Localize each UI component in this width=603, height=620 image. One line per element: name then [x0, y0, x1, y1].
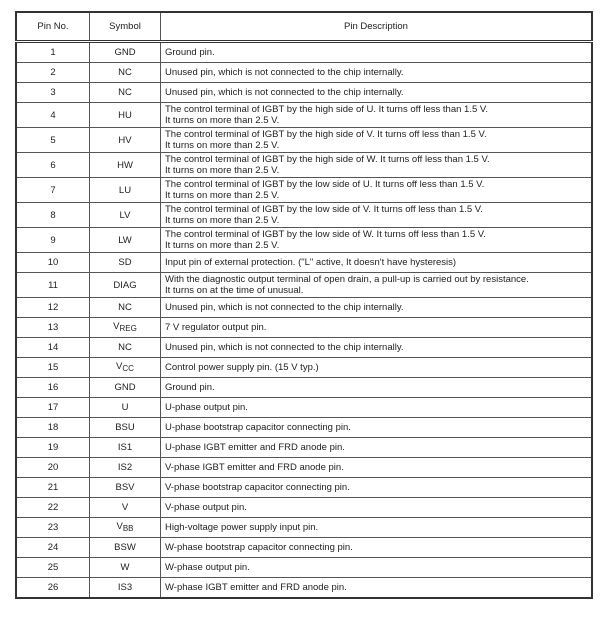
- pin-symbol: [90, 538, 161, 558]
- pin-description: [161, 273, 593, 298]
- pin-description: [161, 42, 593, 63]
- description-line-1: Unused pin, which is not connected to the chip internally.: [165, 67, 404, 78]
- pin-number: 25: [16, 558, 90, 578]
- pin-description: [161, 318, 593, 338]
- pin-symbol: [90, 358, 161, 378]
- table-row: [16, 398, 592, 418]
- table-row: [16, 153, 592, 178]
- description-line-1: Unused pin, which is not connected to the chip internally.: [165, 342, 404, 353]
- pin-symbol: [90, 418, 161, 438]
- pin-description: [161, 558, 593, 578]
- symbol-text: NC: [118, 87, 132, 98]
- pin-symbol: [90, 273, 161, 298]
- pin-description-table: [15, 11, 593, 599]
- symbol-text: W: [120, 562, 130, 573]
- symbol-text: HV: [118, 134, 132, 146]
- table-row: [16, 203, 592, 228]
- table-row: [16, 63, 592, 83]
- pin-symbol: [90, 318, 161, 338]
- pin-description: [161, 498, 593, 518]
- pin-number: 18: [16, 418, 90, 438]
- pin-symbol: [90, 338, 161, 358]
- description-line-1: Control power supply pin. (15 V typ.): [165, 362, 319, 373]
- pin-symbol: [90, 298, 161, 318]
- table-row: [16, 338, 592, 358]
- symbol-subscript: BB: [122, 524, 134, 533]
- symbol-text: GND: [114, 47, 136, 58]
- description-line-2: It turns on at the time of unusual.: [165, 285, 304, 296]
- symbol-text: BSW: [114, 542, 136, 553]
- pin-number: 7: [16, 178, 90, 203]
- description-line-2: It turns on more than 2.5 V.: [165, 215, 280, 226]
- description-line-1: W-phase bootstrap capacitor connecting pin.: [165, 542, 353, 553]
- pin-symbol: [90, 518, 161, 538]
- symbol-text: HU: [118, 109, 132, 121]
- symbol-text: LW: [118, 234, 132, 246]
- pin-symbol: [90, 558, 161, 578]
- pin-number: 20: [16, 458, 90, 478]
- table-row: [16, 358, 592, 378]
- pin-description: [161, 418, 593, 438]
- description-line-2: It turns on more than 2.5 V.: [165, 240, 280, 251]
- description-line-2: It turns on more than 2.5 V.: [165, 140, 280, 151]
- header-pin-no: Pin No.: [16, 12, 90, 42]
- symbol-text: HW: [117, 159, 133, 171]
- description-line-1: The control terminal of IGBT by the high side of V. It turns off less than 1.5 V.: [165, 129, 487, 140]
- symbol-text: V: [113, 321, 120, 332]
- description-line-1: Unused pin, which is not connected to the chip internally.: [165, 302, 404, 313]
- pin-symbol: [90, 128, 161, 153]
- symbol-text: DIAG: [113, 279, 137, 291]
- pin-description: [161, 458, 593, 478]
- pin-description: [161, 478, 593, 498]
- pin-description: [161, 128, 593, 153]
- pin-number: 17: [16, 398, 90, 418]
- pin-number: 9: [16, 228, 90, 253]
- pin-symbol: [90, 378, 161, 398]
- symbol-text: V: [116, 361, 123, 372]
- description-line-1: W-phase IGBT emitter and FRD anode pin.: [165, 582, 347, 593]
- pin-description: [161, 83, 593, 103]
- table-row: [16, 83, 592, 103]
- pin-number: 13: [16, 318, 90, 338]
- pin-number: 3: [16, 83, 90, 103]
- table-row: [16, 318, 592, 338]
- description-line-1: W-phase output pin.: [165, 562, 250, 573]
- symbol-text: NC: [118, 302, 132, 313]
- symbol-text: NC: [118, 342, 132, 353]
- pin-number: 24: [16, 538, 90, 558]
- description-line-1: Ground pin.: [165, 382, 215, 393]
- table-row: [16, 273, 592, 298]
- pin-number: 23: [16, 518, 90, 538]
- pin-number: 8: [16, 203, 90, 228]
- table-row: [16, 578, 592, 599]
- pin-symbol: [90, 153, 161, 178]
- pin-description: [161, 228, 593, 253]
- pin-number: 21: [16, 478, 90, 498]
- table-row: [16, 103, 592, 128]
- pin-symbol: [90, 178, 161, 203]
- pin-number: 22: [16, 498, 90, 518]
- table-row: [16, 538, 592, 558]
- table-header-row: [16, 12, 592, 42]
- pin-symbol: [90, 203, 161, 228]
- header-symbol: Symbol: [90, 12, 161, 42]
- pin-description: [161, 63, 593, 83]
- pin-symbol: [90, 398, 161, 418]
- symbol-text: GND: [114, 382, 136, 393]
- pin-number: 1: [16, 42, 90, 63]
- symbol-subscript: REG: [119, 324, 137, 333]
- description-line-1: The control terminal of IGBT by the low side of W. It turns off less than 1.5 V.: [165, 229, 486, 240]
- description-line-1: V-phase bootstrap capacitor connecting pin.: [165, 482, 350, 493]
- pin-symbol: [90, 83, 161, 103]
- pin-number: 16: [16, 378, 90, 398]
- symbol-text: NC: [118, 67, 132, 78]
- symbol-subscript: CC: [122, 364, 134, 373]
- pin-description: [161, 103, 593, 128]
- table-row: [16, 298, 592, 318]
- pin-description: [161, 338, 593, 358]
- table-row: [16, 558, 592, 578]
- symbol-text: LU: [118, 184, 132, 196]
- description-line-2: It turns on more than 2.5 V.: [165, 190, 280, 201]
- pin-description: [161, 438, 593, 458]
- pin-number: 19: [16, 438, 90, 458]
- table-row: [16, 418, 592, 438]
- pin-symbol: [90, 498, 161, 518]
- symbol-text: V: [121, 502, 129, 513]
- symbol-text: SD: [118, 257, 132, 268]
- pin-symbol: [90, 438, 161, 458]
- symbol-text: BSV: [115, 482, 135, 493]
- table-row: [16, 253, 592, 273]
- pin-description: [161, 578, 593, 599]
- description-line-2: It turns on more than 2.5 V.: [165, 165, 280, 176]
- symbol-text: U: [121, 402, 129, 413]
- description-line-1: The control terminal of IGBT by the low side of U. It turns off less than 1.5 V.: [165, 179, 485, 190]
- description-line-2: It turns on more than 2.5 V.: [165, 115, 280, 126]
- symbol-text: BSU: [115, 422, 135, 433]
- pin-symbol: [90, 103, 161, 128]
- table-row: [16, 178, 592, 203]
- table-row: [16, 438, 592, 458]
- pin-symbol: [90, 42, 161, 63]
- symbol-text: LV: [119, 209, 131, 221]
- description-line-1: U-phase bootstrap capacitor connecting pin.: [165, 422, 351, 433]
- description-line-1: High-voltage power supply input pin.: [165, 522, 319, 533]
- pin-description: [161, 298, 593, 318]
- table-row: [16, 478, 592, 498]
- description-line-1: The control terminal of IGBT by the high side of W. It turns off less than 1.5 V.: [165, 154, 490, 165]
- table-row: [16, 378, 592, 398]
- pin-description: [161, 378, 593, 398]
- table-row: [16, 42, 592, 63]
- pin-number: 15: [16, 358, 90, 378]
- pin-number: 4: [16, 103, 90, 128]
- pin-description: [161, 153, 593, 178]
- description-line-1: V-phase output pin.: [165, 502, 247, 513]
- pin-description: [161, 358, 593, 378]
- description-line-1: U-phase IGBT emitter and FRD anode pin.: [165, 442, 345, 453]
- pin-description: [161, 253, 593, 273]
- pin-description: [161, 518, 593, 538]
- pin-symbol: [90, 478, 161, 498]
- description-line-1: U-phase output pin.: [165, 402, 248, 413]
- pin-number: 12: [16, 298, 90, 318]
- pin-symbol: [90, 228, 161, 253]
- table-row: [16, 498, 592, 518]
- pin-number: 26: [16, 578, 90, 599]
- header-pin-description: Pin Description: [161, 12, 593, 42]
- pin-number: 6: [16, 153, 90, 178]
- pin-number: 10: [16, 253, 90, 273]
- table-row: [16, 128, 592, 153]
- pin-number: 5: [16, 128, 90, 153]
- symbol-text: V: [116, 521, 123, 532]
- pin-symbol: [90, 458, 161, 478]
- symbol-text: IS3: [117, 582, 133, 593]
- pin-symbol: [90, 63, 161, 83]
- description-line-1: With the diagnostic output terminal of open drain, a pull-up is carried out by resistance.: [165, 274, 529, 285]
- description-line-1: The control terminal of IGBT by the high side of U. It turns off less than 1.5 V.: [165, 104, 488, 115]
- pin-description: [161, 178, 593, 203]
- description-line-1: 7 V regulator output pin.: [165, 322, 267, 333]
- pin-symbol: [90, 578, 161, 599]
- symbol-text: IS1: [117, 442, 133, 453]
- description-line-1: The control terminal of IGBT by the low side of V. It turns off less than 1.5 V.: [165, 204, 483, 215]
- pin-number: 11: [16, 273, 90, 298]
- description-line-1: Unused pin, which is not connected to the chip internally.: [165, 87, 404, 98]
- pin-description: [161, 203, 593, 228]
- pin-description: [161, 538, 593, 558]
- description-line-1: Input pin of external protection. ("L" active, It doesn't have hysteresis): [165, 257, 457, 268]
- pin-number: 2: [16, 63, 90, 83]
- description-line-1: Ground pin.: [165, 47, 215, 58]
- description-line-1: V-phase IGBT emitter and FRD anode pin.: [165, 462, 344, 473]
- symbol-text: IS2: [117, 462, 133, 473]
- pin-description: [161, 398, 593, 418]
- table-row: [16, 228, 592, 253]
- pin-symbol: [90, 253, 161, 273]
- table-row: [16, 518, 592, 538]
- table-row: [16, 458, 592, 478]
- pin-number: 14: [16, 338, 90, 358]
